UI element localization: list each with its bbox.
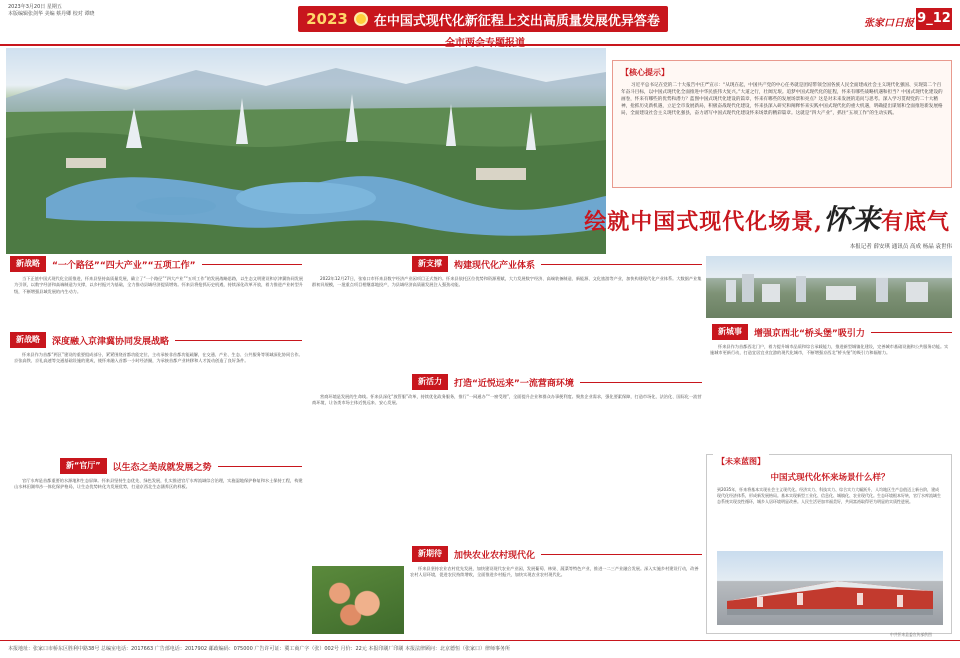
top-banner (298, 6, 668, 32)
party-emblem-icon (354, 12, 368, 26)
section-agriculture (412, 546, 702, 562)
main-headline (470, 198, 950, 240)
article-column-strategy (14, 276, 304, 326)
industrial-park-photo (717, 551, 943, 625)
article-column-business (312, 394, 702, 540)
masthead-date: 2023年3月20日 星期五 (8, 4, 62, 10)
section-title: 以生态之美成就发展之势 (112, 462, 212, 473)
photo-credit: 中共怀来县委宣传部供图 (890, 632, 932, 637)
article-column-city (710, 344, 952, 446)
section-rule (202, 264, 303, 265)
section-guanting-ecology (60, 458, 302, 474)
article-paragraph: 2022年12月27日，张家口市怀来县数字经济产业园项目正式签约。怀来县依托区位优势和资源禀赋，大力发展数字经济、高端装备制造、新能源、文化旅游等产业，加快构建现代化产业体系。大数据产业集群初具规模，一批重点项目相继落地投产，为县域经济高质量发展注入强劲动能。 (312, 276, 702, 288)
masthead (0, 0, 960, 44)
core-tip-box (612, 60, 952, 188)
section-tag: 新活力 (412, 374, 448, 390)
section-city (712, 324, 952, 340)
article-column-coordination (14, 352, 304, 450)
section-tag: 新战略 (10, 332, 46, 348)
section-rule (541, 264, 702, 265)
section-title: 加快农业农村现代化 (454, 550, 536, 561)
article-paragraph: 怀来县坚持农业农村优先发展，加快建设现代农业产业园，发展葡萄、林果、蔬菜等特色产业，推进一二三产业融合发展。深入实施乡村建设行动，改善农村人居环境，促进农民持续增收，全面推进乡村振兴，加快实现农业农村现代化。 (410, 566, 699, 578)
article-paragraph: 怀来县作为首都西北门户，着力提升城市品质和综合承载能力，推进新型城镇化建设，完善城市基础设施和公共服务功能。实施城市更新行动，打造宜居宜业宜游的现代化城市，不断增强京西北“桥头堡”的吸引力和辐射力。 (710, 344, 949, 356)
masthead-editors: 本版编辑张剑华 美编 蔡丹卿 校对 谭晓 (8, 11, 95, 17)
banner-text: 在中国式现代化新征程上交出高质量发展优异答卷 (373, 13, 660, 29)
section-tag: 新期待 (412, 546, 448, 562)
headline-part3: 有底气 (880, 209, 950, 235)
banner-year: 2023 (306, 10, 348, 28)
article-paragraph: 怀来县作为首都“两区”建设的重要组成部分，紧紧围绕首都功能定位，主动承接非首都功能疏解，在交通、产业、生态、公共服务等领域深化协同合作。京张高铁、京礼高速等交通基础设施的建成，使怀来融入首都一小时经济圈，为承接首都产业转移和人才流动创造了良好条件。 (14, 352, 303, 364)
section-title: 构建现代化产业体系 (454, 260, 536, 271)
section-industry-system (412, 256, 702, 272)
section-rule (871, 332, 952, 333)
headline-part1: 绘就中国式现代化场景, (584, 209, 823, 235)
masthead-meta (8, 4, 158, 18)
article-column-agriculture (410, 566, 702, 634)
article-paragraph: 官厅水库是首都重要的水源地和生态屏障。怀来县坚持生态优先、绿色发展，扎实推进官厅水库流域综合治理，实施湿地保护修复和水土保持工程，构建山水林田湖草沙一体化保护格局，让生态优势转化为发展优势，打造京西北生态涵养区的样板。 (14, 478, 303, 490)
byline: 本报记者 薛安琪 通讯员 高成 杨晶 袁世伟 (849, 244, 952, 250)
section-beijing-tianjin-hebei (10, 332, 302, 348)
section-rule (218, 466, 302, 467)
section-tag: 新战略 (10, 256, 46, 272)
section-strategy-path (10, 256, 302, 272)
section-title: 增强京西北“桥头堡”吸引力 (754, 328, 865, 339)
future-blueprint-question: 中国式现代化怀来场景什么样？ (770, 473, 890, 483)
future-blueprint-box (706, 454, 952, 634)
city-aerial-photo (706, 256, 952, 318)
header-rule (0, 44, 960, 46)
core-tip-title: 【核心提示】 (621, 68, 669, 77)
article-paragraph: 营商环境是发展的生命线。怀来县深化“放管服”改革，持续优化政务服务，推行“一网通办”“一窗受理”，全面提升企业和群众办事便利度。聚焦企业需求，强化要素保障，打造市场化、法治化、国际化一流营商环境，让各类市场主体近悦远来、安心发展。 (312, 394, 702, 406)
section-tag: 新城事 (712, 324, 748, 340)
peach-harvest-photo (312, 566, 404, 634)
section-rule (580, 382, 702, 383)
core-tip-text: 习近平总书记在党的二十大报告中庄严宣示：“从现在起，中国共产党的中心任务就是团结带领全国各族人民全面建成社会主义现代化强国、实现第二个百年奋斗目标，以中国式现代化全面推进中华民族伟大复兴。”大道之行，壮阔无垠。追梦中国式现代化的征程，怀来有哪些战略机遇和担当？中国式现代化建设的画卷，怀来有哪些的优势和潜力？蓝图中国式现代化建设的篇章，怀来有哪些的发展场景和亮点？这是对未来发展的追问与思考。深入学习贯彻党的二十大精神，抢抓历史新机遇，立足全市发展新局，积极奋战现代化建设，怀来县深入研究和阐释怀来实践中国式现代化的重大机遇，明确提出谋划和全面推进新发展格局，全面建设社会主义现代化强县，奋力谱写中国式现代化建设怀来场景的精彩篇章。这就是“四大产业”，抓住“五项工作”的生动实践。 (621, 83, 943, 116)
future-blueprint-text: 到2035年，怀来将基本实现社会主义现代化。经济实力、科技实力、综合实力大幅跃升，人均地区生产总值迈上新台阶，建成现代化经济体系，形成新发展格局。基本实现新型工业化、信息化、城镇化、农业现代化。生态环境根本好转，官厅水库流域生态系统实现良性循环，城乡人居环境明显改善。人民生活更加幸福美好，共同富裕取得更为明显的实质性进展。 (717, 487, 941, 504)
article-column-industry (312, 276, 702, 366)
factory-building-illustration (717, 551, 943, 625)
article-paragraph: 当下正值中国式现代化全面推进，怀来县坚持高质量发展，确立了“一个路径”“四大产业”“五项工作”的发展战略思路，以生态文明建设和京津冀协同发展为引领，以数字经济和高端制造为支撑，以乡村振兴为基础，全力推动县域经济提质增效。怀来县将抢抓历史机遇，持续深化改革开放，着力推进产业转型升级，不断增强县域发展的内生动力。 (14, 276, 304, 294)
article-column-ecology (14, 478, 304, 634)
section-title: “一个路径”“四大产业”“五项工作” (52, 260, 196, 271)
future-blueprint-tag: 【未来蓝图】 (713, 454, 769, 469)
paper-name: 张家口日报 (864, 18, 914, 29)
page-number: 9_12 (916, 8, 952, 30)
section-tag: 新支撑 (412, 256, 448, 272)
city-skyline-illustration (706, 256, 952, 318)
headline-huailai: 怀来 (822, 203, 881, 236)
section-title: 深度融入京津冀协同发展战略 (52, 336, 170, 347)
section-title: 打造“近悦远来”一流营商环境 (454, 378, 574, 389)
section-rule (175, 340, 302, 341)
footer-imprint: 本报地址：张家口市桥东区胜利中路38号 总编室电话：2017663 广告部电话：2017902 邮政编码：075000 广告许可证：冀工商广字（张）002号 月价：22元 本报印刷厂印刷 本报法律顾问：北京德恒（张家口）律师事务所 (0, 640, 960, 658)
section-business-environment (412, 374, 702, 390)
section-rule (541, 554, 702, 555)
section-tag: 新“官厅” (60, 458, 107, 474)
